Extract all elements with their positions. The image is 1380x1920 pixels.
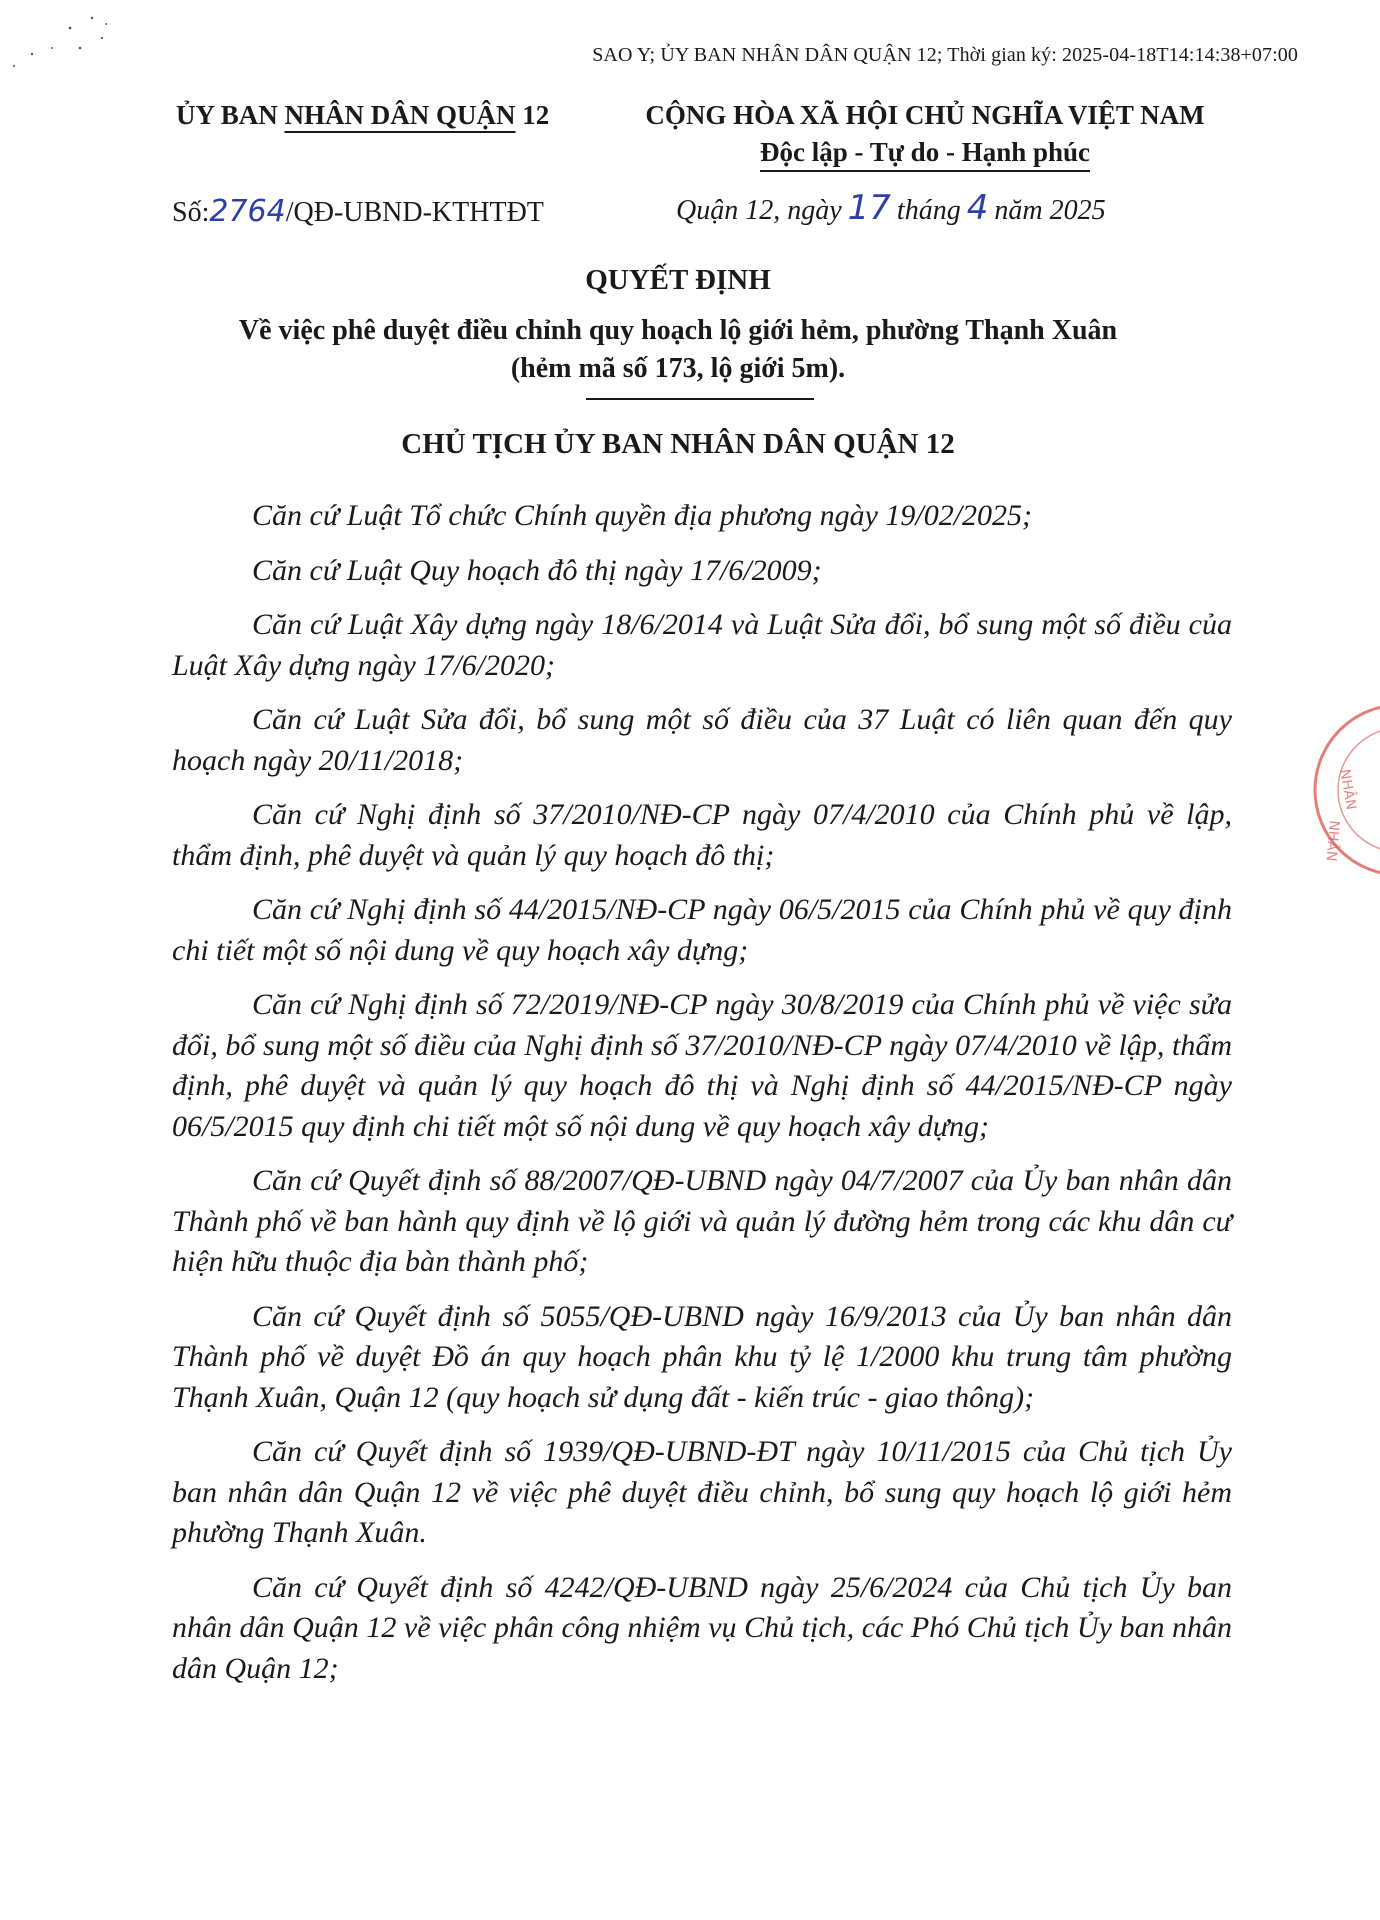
legal-basis-item: Căn cứ Luật Sửa đổi, bổ sung một số điều của 37 Luật có liên quan đến quy hoạch ngày 20/11/2018;	[172, 703, 1232, 777]
issuing-agency-suffix: 12	[515, 100, 550, 130]
issue-month-handwritten: 4	[966, 188, 989, 228]
red-seal-fragment	[1300, 700, 1380, 880]
legal-basis-item: Căn cứ Luật Tổ chức Chính quyền địa phương ngày 19/02/2025;	[252, 499, 1033, 532]
issue-date-prefix: Quận 12, ngày	[676, 195, 842, 226]
document-number-handwritten: 2764	[209, 194, 286, 229]
national-header	[622, 100, 1228, 172]
document-number	[172, 194, 544, 229]
issue-month-label: tháng	[896, 195, 961, 226]
legal-basis-item: Căn cứ Quyết định số 4242/QĐ-UBND ngày 25/6/2024 của Chủ tịch Ủy ban nhân dân Quận 12 về việc phân công nhiệm vụ Chủ tịch, các Phó Chủ tịch Ủy ban nhân dân Quận 12;	[172, 1570, 1232, 1685]
digital-copy-stamp: SAO Y; ỦY BAN NHÂN DÂN QUẬN 12; Thời gian ký: 2025-04-18T14:14:38+07:00	[592, 44, 1298, 66]
issuing-agency-prefix: ỦY BAN	[176, 100, 285, 130]
legal-basis-item: Căn cứ Nghị định số 37/2010/NĐ-CP ngày 07/4/2010 của Chính phủ về lập, thẩm định, phê duyệt và quản lý quy hoạch đô thị;	[172, 798, 1232, 872]
svg-text:NHÂN: NHÂN	[1336, 767, 1359, 812]
subject-line: Về việc phê duyệt điều chỉnh quy hoạch lộ giới hẻm, phường Thạnh Xuân	[238, 315, 1118, 346]
svg-text:NHÂN: NHÂN	[1322, 819, 1342, 862]
legal-basis-item: Căn cứ Nghị định số 72/2019/NĐ-CP ngày 30/8/2019 của Chính phủ về việc sửa đổi, bổ sung một số điều của Nghị định số 37/2010/NĐ-CP ngày 07/4/2010 về lập, thẩm định, phê duyệt và quản lý quy hoạch đô thị và Nghị định số 44/2015/NĐ-CP ngày 06/5/2015 quy định chi tiết một số nội dung về quy hoạch xây dựng;	[172, 988, 1232, 1143]
nation-name: CỘNG HÒA XÃ HỘI CHỦ NGHĨA VIỆT NAM	[645, 100, 1205, 130]
legal-basis-item: Căn cứ Luật Quy hoạch đô thị ngày 17/6/2009;	[252, 553, 822, 587]
legal-basis	[172, 496, 1232, 1703]
legal-basis-item: Căn cứ Quyết định số 5055/QĐ-UBND ngày 16/9/2013 của Ủy ban nhân dân Thành phố về duyệt Đồ án quy hoạch phân khu tỷ lệ 1/2000 khu trung tâm phường Thạnh Xuân, Quận 12 (quy hoạch sử dụng đất - kiến trúc - giao thông);	[172, 1299, 1232, 1414]
document-number-prefix: Số:	[172, 197, 210, 228]
subject-line: (hẻm mã số 173, lộ giới 5m).	[510, 353, 846, 384]
national-motto: Độc lập - Tự do - Hạnh phúc	[760, 137, 1090, 172]
issuing-agency-underlined: NHÂN DÂN QUẬN	[284, 100, 516, 130]
issue-day-handwritten: 17	[847, 188, 891, 228]
scan-specks	[10, 14, 120, 74]
issue-date	[676, 188, 1106, 228]
document-number-suffix: /QĐ-UBND-KTHTĐT	[285, 197, 544, 228]
legal-basis-item: Căn cứ Luật Xây dựng ngày 18/6/2014 và Luật Sửa đổi, bổ sung một số điều của Luật Xây dựng ngày 17/6/2020;	[172, 608, 1232, 682]
legal-basis-item: Căn cứ Quyết định số 1939/QĐ-UBND-ĐT ngày 10/11/2015 của Chủ tịch Ủy ban nhân dân Quận 12 về việc phê duyệt điều chỉnh, bổ sung quy hoạch lộ giới hẻm phường Thạnh Xuân.	[172, 1435, 1232, 1549]
legal-basis-item: Căn cứ Quyết định số 88/2007/QĐ-UBND ngày 04/7/2007 của Ủy ban nhân dân Thành phố về ban hành quy định về lộ giới và quản lý đường hẻm trong các khu dân cư hiện hữu thuộc địa bàn thành phố;	[172, 1164, 1232, 1278]
document-subject	[140, 312, 1216, 388]
issuing-agency	[176, 100, 549, 131]
subject-divider	[586, 398, 814, 400]
document-title: QUYẾT ĐỊNH	[585, 264, 771, 296]
legal-basis-item: Căn cứ Nghị định số 44/2015/NĐ-CP ngày 06/5/2015 của Chính phủ về quy định chi tiết một số nội dung về quy hoạch xây dựng;	[172, 893, 1232, 967]
issue-year: năm 2025	[994, 195, 1106, 226]
issuing-authority: CHỦ TỊCH ỦY BAN NHÂN DÂN QUẬN 12	[401, 428, 955, 460]
